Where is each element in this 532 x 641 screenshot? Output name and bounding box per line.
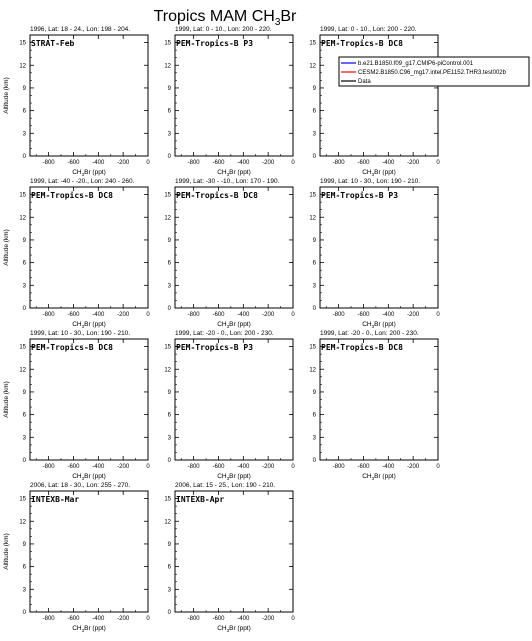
x-tick-label: 0 (291, 160, 295, 166)
y-tick-label: 15 (309, 40, 316, 47)
x-tick-label: 0 (146, 616, 150, 622)
x-tick-label: -800 (42, 160, 55, 166)
x-tick-label: -800 (42, 464, 55, 470)
x-tick-label: -400 (237, 312, 250, 318)
y-tick-label: 12 (19, 63, 26, 70)
plot-frame (30, 187, 148, 308)
x-tick-label: -800 (332, 464, 345, 470)
y-tick-label: 3 (22, 283, 26, 290)
y-tick-label: 12 (19, 519, 26, 526)
plot-frame (30, 491, 148, 612)
x-tick-label: 0 (436, 160, 440, 166)
x-tick-label: -400 (92, 160, 105, 166)
y-tick-label: 15 (164, 344, 171, 351)
figure-title: Tropics MAM $CH_3Br$ (153, 8, 297, 28)
panel-1 (3, 26, 150, 177)
y-tick-label: 9 (22, 389, 26, 396)
x-tick-label: -200 (262, 616, 275, 622)
y-tick-label: 9 (312, 237, 316, 244)
x-tick-label: -800 (187, 464, 200, 470)
x-tick-label: -400 (237, 616, 250, 622)
x-tick-label: -600 (67, 464, 80, 470)
y-tick-label: 0 (312, 458, 316, 464)
x-tick-label: -800 (187, 616, 200, 622)
y-tick-label: 12 (164, 63, 171, 70)
y-tick-label: 6 (22, 108, 26, 115)
x-axis-label: $CH_3Br$ (ppt) (72, 625, 106, 633)
x-tick-label: -200 (262, 312, 275, 318)
x-tick-label: -600 (357, 464, 370, 470)
legend-label: b.e21.B1850.f09_g17.CMIP6-piControl.001 (358, 61, 474, 67)
y-tick-label: 12 (164, 519, 171, 526)
legend-label: CESM2.B1850.C96_mg17.intel.PE1152.THR3.test002b (358, 70, 506, 76)
panel-header: 2006, Lat: 18 - 30., Lon: 255 - 270. (30, 482, 131, 489)
y-axis-label: Altitude (km) (3, 381, 10, 418)
y-tick-label: 12 (309, 63, 316, 70)
y-tick-label: 3 (167, 435, 171, 442)
x-tick-label: 0 (436, 312, 440, 318)
x-tick-label: -800 (42, 312, 55, 318)
panel-header: 1999, Lat: -20 - 0., Lon: 200 - 230. (320, 330, 419, 337)
x-tick-label: -600 (212, 616, 225, 622)
x-tick-label: -800 (187, 312, 200, 318)
campaign-label: PEM-Tropics-B P3 (176, 343, 254, 352)
campaign-label: STRAT-Feb (31, 39, 75, 48)
x-tick-label: -200 (117, 312, 130, 318)
y-tick-label: 0 (22, 610, 26, 616)
x-axis-label: $CH_3Br$ (ppt) (72, 169, 106, 177)
y-tick-label: 9 (167, 237, 171, 244)
y-tick-label: 15 (309, 192, 316, 199)
y-tick-label: 3 (22, 131, 26, 138)
x-tick-label: -200 (407, 312, 420, 318)
x-tick-label: -600 (67, 312, 80, 318)
y-tick-label: 12 (19, 367, 26, 374)
y-tick-label: 3 (167, 131, 171, 138)
y-axis-label: Altitude (km) (3, 229, 10, 266)
x-tick-label: 0 (291, 464, 295, 470)
panel-9 (309, 330, 440, 481)
x-tick-label: -200 (407, 160, 420, 166)
x-tick-label: -400 (92, 616, 105, 622)
x-axis-label: $CH_3Br$ (ppt) (362, 321, 396, 329)
x-axis-label: $CH_3Br$ (ppt) (217, 473, 251, 481)
y-tick-label: 6 (312, 412, 316, 419)
plot-frame (320, 339, 438, 460)
y-tick-label: 12 (164, 215, 171, 222)
y-tick-label: 15 (309, 344, 316, 351)
y-tick-label: 6 (167, 564, 171, 571)
y-tick-label: 15 (19, 344, 26, 351)
x-tick-label: -200 (117, 616, 130, 622)
plot-frame (175, 491, 293, 612)
x-axis-label: $CH_3Br$ (ppt) (72, 321, 106, 329)
y-tick-label: 6 (167, 412, 171, 419)
x-tick-label: -400 (382, 160, 395, 166)
plot-frame (30, 339, 148, 460)
x-axis-label: $CH_3Br$ (ppt) (362, 473, 396, 481)
panel-7 (3, 330, 150, 481)
y-tick-label: 15 (19, 496, 26, 503)
campaign-label: INTEXB-Apr (176, 495, 225, 504)
y-tick-label: 6 (312, 108, 316, 115)
panel-header: 1999, Lat: 0 - 10., Lon: 200 - 220. (175, 26, 272, 33)
panel-6 (309, 178, 440, 329)
y-tick-label: 9 (22, 85, 26, 92)
y-axis-label: Altitude (km) (3, 533, 10, 570)
campaign-label: PEM-Tropics-B P3 (176, 39, 254, 48)
panel-3 (309, 26, 440, 177)
x-tick-label: -400 (382, 312, 395, 318)
panel-2 (164, 26, 295, 177)
plot-frame (320, 35, 438, 156)
x-tick-label: -800 (332, 160, 345, 166)
x-tick-label: 0 (436, 464, 440, 470)
campaign-label: PEM-Tropics-B DC8 (31, 191, 113, 200)
y-tick-label: 15 (164, 40, 171, 47)
y-tick-label: 12 (309, 367, 316, 374)
panel-header: 2006, Lat: 15 - 25., Lon: 190 - 210. (175, 482, 276, 489)
y-tick-label: 6 (167, 108, 171, 115)
panel-4 (3, 178, 150, 329)
y-tick-label: 0 (22, 458, 26, 464)
y-tick-label: 9 (22, 237, 26, 244)
panel-header: 1999, Lat: -20 - 0., Lon: 200 - 230. (175, 330, 274, 337)
y-tick-label: 12 (164, 367, 171, 374)
y-tick-label: 0 (167, 154, 171, 160)
x-tick-label: -600 (212, 312, 225, 318)
y-tick-label: 3 (312, 283, 316, 290)
panels (3, 26, 440, 633)
y-tick-label: 3 (22, 435, 26, 442)
x-tick-label: -400 (237, 160, 250, 166)
y-tick-label: 3 (22, 587, 26, 594)
panel-header: 1999, Lat: -40 - -20., Lon: 240 - 260. (30, 178, 135, 185)
legend (339, 57, 529, 86)
y-tick-label: 15 (19, 192, 26, 199)
panel-10 (3, 482, 150, 633)
y-tick-label: 0 (167, 610, 171, 616)
x-tick-label: -800 (187, 160, 200, 166)
campaign-label: INTEXB-Mar (31, 495, 80, 504)
campaign-label: PEM-Tropics-B DC8 (31, 343, 113, 352)
x-tick-label: 0 (146, 160, 150, 166)
x-axis-label: $CH_3Br$ (ppt) (217, 169, 251, 177)
y-tick-label: 0 (312, 154, 316, 160)
x-axis-label: $CH_3Br$ (ppt) (72, 473, 106, 481)
panel-header: 1999, Lat: 10 - 30., Lon: 190 - 210. (320, 178, 421, 185)
campaign-label: PEM-Tropics-B DC8 (321, 39, 403, 48)
x-tick-label: -200 (117, 160, 130, 166)
x-axis-label: $CH_3Br$ (ppt) (362, 169, 396, 177)
x-tick-label: -600 (67, 616, 80, 622)
x-tick-label: -400 (92, 464, 105, 470)
y-tick-label: 0 (22, 306, 26, 312)
plot-frame (175, 35, 293, 156)
x-tick-label: -200 (407, 464, 420, 470)
y-tick-label: 12 (309, 215, 316, 222)
x-axis-label: $CH_3Br$ (ppt) (217, 321, 251, 329)
y-tick-label: 0 (22, 154, 26, 160)
legend-label: Data (358, 79, 371, 85)
x-tick-label: 0 (146, 312, 150, 318)
plot-frame (175, 339, 293, 460)
plot-frame (30, 35, 148, 156)
y-tick-label: 3 (167, 587, 171, 594)
campaign-label: PEM-Tropics-B P3 (321, 191, 399, 200)
campaign-label: PEM-Tropics-B DC8 (321, 343, 403, 352)
x-tick-label: -200 (117, 464, 130, 470)
x-tick-label: -200 (262, 464, 275, 470)
y-tick-label: 0 (312, 306, 316, 312)
panel-8 (164, 330, 295, 481)
x-tick-label: -600 (212, 464, 225, 470)
x-tick-label: 0 (291, 312, 295, 318)
x-tick-label: -400 (92, 312, 105, 318)
panel-header: 1996, Lat: 18 - 24., Lon: 198 - 204. (30, 26, 131, 33)
y-tick-label: 6 (22, 564, 26, 571)
x-tick-label: -600 (357, 312, 370, 318)
x-tick-label: -600 (357, 160, 370, 166)
x-tick-label: -400 (237, 464, 250, 470)
panel-11 (164, 482, 295, 633)
x-tick-label: -600 (212, 160, 225, 166)
y-tick-label: 6 (312, 260, 316, 267)
y-tick-label: 6 (22, 412, 26, 419)
plot-frame (175, 187, 293, 308)
y-tick-label: 9 (167, 541, 171, 548)
y-tick-label: 15 (164, 192, 171, 199)
y-tick-label: 9 (312, 85, 316, 92)
x-axis-label: $CH_3Br$ (ppt) (217, 625, 251, 633)
x-tick-label: -400 (382, 464, 395, 470)
y-tick-label: 3 (312, 131, 316, 138)
y-tick-label: 9 (312, 389, 316, 396)
y-tick-label: 3 (312, 435, 316, 442)
y-tick-label: 0 (167, 458, 171, 464)
y-tick-label: 9 (22, 541, 26, 548)
y-tick-label: 6 (167, 260, 171, 267)
y-tick-label: 0 (167, 306, 171, 312)
x-tick-label: -600 (67, 160, 80, 166)
panel-header: 1999, Lat: 0 - 10., Lon: 200 - 220. (320, 26, 417, 33)
x-tick-label: 0 (291, 616, 295, 622)
campaign-label: PEM-Tropics-B DC8 (176, 191, 258, 200)
panel-header: 1999, Lat: -30 - -10., Lon: 170 - 190. (175, 178, 280, 185)
y-tick-label: 9 (167, 389, 171, 396)
y-tick-label: 6 (22, 260, 26, 267)
y-tick-label: 3 (167, 283, 171, 290)
plot-frame (320, 187, 438, 308)
y-tick-label: 15 (19, 40, 26, 47)
y-tick-label: 12 (19, 215, 26, 222)
y-axis-label: Altitude (km) (3, 77, 10, 114)
panel-5 (164, 178, 295, 329)
panel-header: 1999, Lat: 10 - 30., Lon: 190 - 210. (30, 330, 131, 337)
x-tick-label: 0 (146, 464, 150, 470)
x-tick-label: -800 (42, 616, 55, 622)
y-tick-label: 9 (167, 85, 171, 92)
x-tick-label: -800 (332, 312, 345, 318)
x-tick-label: -200 (262, 160, 275, 166)
y-tick-label: 15 (164, 496, 171, 503)
